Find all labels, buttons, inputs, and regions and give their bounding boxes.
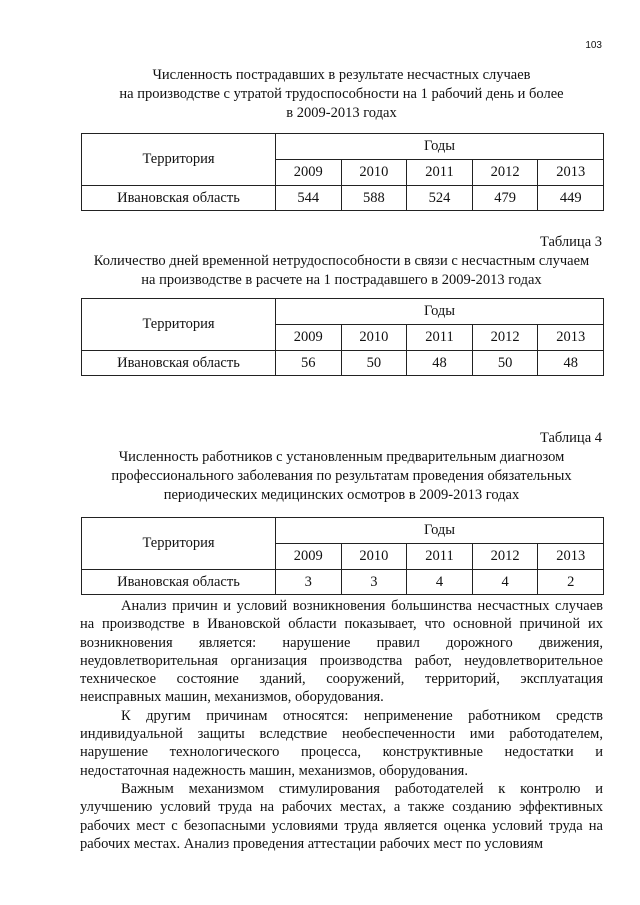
value-cell: 56 (276, 351, 342, 376)
table3 (81, 298, 604, 376)
header-territory: Территория (82, 134, 276, 186)
value-cell: 4 (407, 570, 473, 595)
table3-title (78, 252, 605, 290)
value-cell: 544 (276, 186, 342, 211)
table3-label: Таблица 3 (539, 234, 602, 250)
row-label: Ивановская область (82, 570, 276, 595)
year-cell: 2010 (341, 325, 407, 351)
year-cell: 2013 (538, 160, 604, 186)
value-cell: 449 (538, 186, 604, 211)
header-years: Годы (276, 134, 604, 160)
value-cell: 48 (538, 351, 604, 376)
value-cell: 479 (472, 186, 538, 211)
table1-title-line: Численность пострадавших в результате несчастных случаев (152, 67, 531, 83)
paragraph: Важным механизмом стимулирования работодателей к контролю и улучшению условий труда на рабочих местах, а также созданию эффективных рабочих мест с безопасными условиями труда является оценка условий труда на рабочих местах. Анализ проведения аттестации рабочих мест по условиям (80, 780, 603, 852)
year-cell: 2011 (407, 325, 473, 351)
table1 (81, 133, 604, 211)
year-cell: 2011 (407, 544, 473, 570)
table1-title-line: в 2009-2013 годах (286, 105, 397, 121)
year-cell: 2013 (538, 325, 604, 351)
value-cell: 50 (472, 351, 538, 376)
value-cell: 50 (341, 351, 407, 376)
year-cell: 2012 (472, 544, 538, 570)
table1-title-line: на производстве с утратой трудоспособности на 1 рабочий день и более (119, 86, 564, 102)
row-label: Ивановская область (82, 351, 276, 376)
value-cell: 524 (407, 186, 473, 211)
value-cell: 3 (341, 570, 407, 595)
year-cell: 2013 (538, 544, 604, 570)
year-cell: 2011 (407, 160, 473, 186)
table4-title (78, 448, 605, 505)
table1-title (78, 66, 605, 123)
header-years: Годы (276, 518, 604, 544)
year-cell: 2009 (276, 544, 342, 570)
table4-title-line: профессионального заболевания по результатам проведения обязательных (111, 468, 572, 484)
page-number: 103 (585, 40, 602, 51)
body-text (80, 597, 603, 853)
table4-title-line: периодических медицинских осмотров в 2009-2013 годах (163, 487, 520, 503)
header-territory: Территория (82, 299, 276, 351)
year-cell: 2012 (472, 160, 538, 186)
header-territory: Территория (82, 518, 276, 570)
value-cell: 588 (341, 186, 407, 211)
paragraph: Анализ причин и условий возникновения большинства несчастных случаев на производстве в Ивановской области показывает, что основной причиной их возникновения является: нарушение правил дорожного движения, неудовлетворительная организация производства работ, неудовлетворительное техническое состояние зданий, сооружений, территорий, эксплуатация неисправных машин, механизмов, оборудования. (80, 598, 603, 706)
value-cell: 2 (538, 570, 604, 595)
value-cell: 48 (407, 351, 473, 376)
table3-title-line: Количество дней временной нетрудоспособности в связи с несчастным случаем (93, 253, 590, 269)
header-years: Годы (276, 299, 604, 325)
value-cell: 3 (276, 570, 342, 595)
year-cell: 2012 (472, 325, 538, 351)
table4-title-line: Численность работников с установленным предварительным диагнозом (118, 449, 565, 465)
table4-label: Таблица 4 (539, 430, 602, 446)
year-cell: 2010 (341, 544, 407, 570)
year-cell: 2009 (276, 325, 342, 351)
row-label: Ивановская область (82, 186, 276, 211)
table3-title-line: на производстве в расчете на 1 пострадавшего в 2009-2013 годах (141, 272, 542, 288)
value-cell: 4 (472, 570, 538, 595)
year-cell: 2009 (276, 160, 342, 186)
year-cell: 2010 (341, 160, 407, 186)
paragraph: К другим причинам относятся: неприменение работником средств индивидуальной защиты вследствие необеспеченности ими работодателем, нарушение технологического процесса, конструктивные недостатки и недостаточная надежность машин, механизмов, оборудования. (80, 707, 603, 779)
table4 (81, 517, 604, 595)
